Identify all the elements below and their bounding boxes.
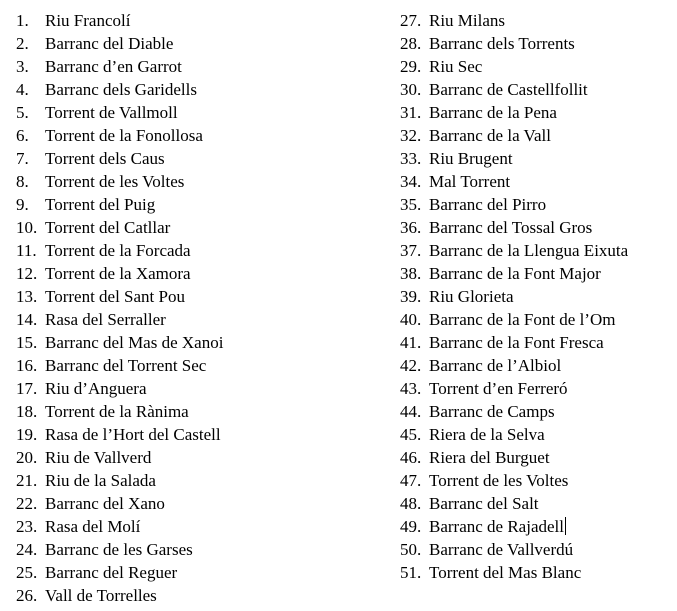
list-item: [400, 55, 675, 78]
list-item-name: Barranc del Tossal Gros: [429, 218, 593, 237]
list-item-name: Torrent de les Voltes: [429, 471, 569, 490]
list-item-number: 1.: [16, 11, 29, 30]
list-item-name: Torrent del Mas Blanc: [429, 563, 582, 582]
list-item-name: Torrent d’en Ferreró: [429, 379, 568, 398]
list-item-number: 36.: [400, 218, 422, 237]
list-item-number: 14.: [16, 310, 38, 329]
list-item: [400, 170, 675, 193]
list-item: [16, 377, 386, 400]
list-item-name: Riu de Vallverd: [45, 448, 152, 467]
list-item: [16, 170, 386, 193]
list-item-name: Barranc d’en Garrot: [45, 57, 182, 76]
list-item-number: 34.: [400, 172, 422, 191]
list-item-number: 44.: [400, 402, 422, 421]
list-item: [400, 101, 675, 124]
list-item: [400, 216, 675, 239]
list-item-name: Riu Brugent: [429, 149, 513, 168]
list-item-number: 45.: [400, 425, 422, 444]
right-column-list: [400, 9, 675, 584]
list-item-name: Rasa de l’Hort del Castell: [45, 425, 221, 444]
list-item-number: 18.: [16, 402, 38, 421]
list-item: [16, 400, 386, 423]
list-item: [400, 515, 675, 538]
list-item-number: 30.: [400, 80, 422, 99]
list-item-number: 37.: [400, 241, 422, 260]
list-item-name: Torrent dels Caus: [45, 149, 165, 168]
list-item: [16, 423, 386, 446]
list-item-number: 17.: [16, 379, 38, 398]
list-item-name: Torrent del Sant Pou: [45, 287, 185, 306]
list-item: [16, 9, 386, 32]
list-item-number: 32.: [400, 126, 422, 145]
list-item: [16, 538, 386, 561]
list-item-number: 12.: [16, 264, 38, 283]
list-item: [400, 193, 675, 216]
list-item-number: 6.: [16, 126, 29, 145]
list-item-number: 48.: [400, 494, 422, 513]
list-item: [400, 377, 675, 400]
list-item-name: Barranc de Vallverdú: [429, 540, 574, 559]
list-item-name: Torrent de la Forcada: [45, 241, 191, 260]
list-item-number: 10.: [16, 218, 38, 237]
list-item-number: 15.: [16, 333, 38, 352]
list-item-name: Torrent de la Xamora: [45, 264, 191, 283]
list-item-number: 24.: [16, 540, 38, 559]
list-item: [16, 32, 386, 55]
list-item-name: Torrent de la Rànima: [45, 402, 189, 421]
text-cursor: [565, 517, 566, 535]
list-item-name: Torrent del Catllar: [45, 218, 171, 237]
list-item-number: 42.: [400, 356, 422, 375]
list-item-name: Riu Glorieta: [429, 287, 514, 306]
list-item-name: Barranc de les Garses: [45, 540, 193, 559]
list-item: [16, 55, 386, 78]
list-item: [16, 193, 386, 216]
list-item-name: Barranc dels Garidells: [45, 80, 197, 99]
list-item-number: 21.: [16, 471, 38, 490]
list-item-number: 9.: [16, 195, 29, 214]
list-item: [16, 515, 386, 538]
list-item-number: 4.: [16, 80, 29, 99]
list-item: [400, 9, 675, 32]
list-item-name: Barranc de la Vall: [429, 126, 551, 145]
list-item-number: 41.: [400, 333, 422, 352]
list-item-number: 38.: [400, 264, 422, 283]
list-item-name: Barranc del Diable: [45, 34, 174, 53]
list-item: [16, 331, 386, 354]
list-item: [400, 78, 675, 101]
list-item-name: Torrent del Puig: [45, 195, 156, 214]
list-item-number: 28.: [400, 34, 422, 53]
list-item: [400, 492, 675, 515]
list-item-number: 29.: [400, 57, 422, 76]
list-item-name: Barranc del Torrent Sec: [45, 356, 207, 375]
list-item: [400, 285, 675, 308]
list-item-number: 50.: [400, 540, 422, 559]
list-item-name: Barranc de Castellfollit: [429, 80, 588, 99]
list-item-name: Barranc de la Font Major: [429, 264, 601, 283]
list-item-name: Barranc de Rajadell: [429, 517, 564, 536]
list-item-name: Barranc dels Torrents: [429, 34, 575, 53]
list-item: [16, 101, 386, 124]
list-item-name: Barranc del Reguer: [45, 563, 178, 582]
list-item-name: Riera del Burguet: [429, 448, 550, 467]
list-item-number: 11.: [16, 241, 37, 260]
list-item-number: 26.: [16, 586, 38, 605]
list-item-name: Barranc del Mas de Xanoi: [45, 333, 224, 352]
list-item: [400, 147, 675, 170]
list-item: [16, 147, 386, 170]
list-item: [16, 469, 386, 492]
list-item-number: 27.: [400, 11, 422, 30]
list-item: [400, 124, 675, 147]
list-item-name: Barranc de la Llengua Eixuta: [429, 241, 629, 260]
list-item-number: 31.: [400, 103, 422, 122]
list-item-name: Riu d’Anguera: [45, 379, 147, 398]
list-item-name: Riu Sec: [429, 57, 483, 76]
list-item: [400, 32, 675, 55]
list-item: [16, 285, 386, 308]
list-item-name: Barranc de l’Albiol: [429, 356, 562, 375]
list-item-name: Riu de la Salada: [45, 471, 156, 490]
list-item-name: Barranc de la Font de l’Om: [429, 310, 616, 329]
list-item: [400, 561, 675, 584]
list-item-number: 47.: [400, 471, 422, 490]
list-item: [16, 446, 386, 469]
list-item-number: 7.: [16, 149, 29, 168]
list-item-number: 5.: [16, 103, 29, 122]
list-item-name: Mal Torrent: [429, 172, 511, 191]
list-item-number: 19.: [16, 425, 38, 444]
list-item-name: Barranc de la Font Fresca: [429, 333, 604, 352]
left-column-list: [16, 9, 386, 607]
list-item-number: 3.: [16, 57, 29, 76]
list-item: [400, 239, 675, 262]
list-item-number: 33.: [400, 149, 422, 168]
list-item-name: Torrent de la Fonollosa: [45, 126, 203, 145]
list-item-number: 8.: [16, 172, 29, 191]
list-item-name: Barranc del Salt: [429, 494, 539, 513]
list-item: [16, 78, 386, 101]
list-item-number: 22.: [16, 494, 38, 513]
list-item-number: 13.: [16, 287, 38, 306]
list-item: [16, 124, 386, 147]
list-item-name: Barranc de Camps: [429, 402, 555, 421]
list-item-number: 20.: [16, 448, 38, 467]
list-item-number: 49.: [400, 517, 422, 536]
list-item: [400, 538, 675, 561]
list-item-name: Riera de la Selva: [429, 425, 545, 444]
list-item-number: 43.: [400, 379, 422, 398]
list-item: [16, 262, 386, 285]
list-item-number: 16.: [16, 356, 38, 375]
list-item-name: Riu Francolí: [45, 11, 131, 30]
list-item: [16, 492, 386, 515]
list-item-name: Rasa del Molí: [45, 517, 141, 536]
list-item-name: Vall de Torrelles: [45, 586, 157, 605]
list-item: [16, 239, 386, 262]
list-item-name: Torrent de Vallmoll: [45, 103, 178, 122]
list-item-number: 51.: [400, 563, 422, 582]
list-item: [16, 561, 386, 584]
list-item: [400, 446, 675, 469]
list-item-number: 2.: [16, 34, 29, 53]
list-item: [16, 354, 386, 377]
list-item: [400, 354, 675, 377]
list-item-name: Riu Milans: [429, 11, 506, 30]
list-item: [16, 584, 386, 607]
list-item-number: 25.: [16, 563, 38, 582]
list-item-number: 35.: [400, 195, 422, 214]
list-item-number: 23.: [16, 517, 38, 536]
list-item: [16, 308, 386, 331]
list-item-name: Barranc del Pirro: [429, 195, 547, 214]
list-item-name: Rasa del Serraller: [45, 310, 166, 329]
list-item-name: Barranc del Xano: [45, 494, 165, 513]
list-item: [16, 216, 386, 239]
list-item: [400, 400, 675, 423]
list-item: [400, 308, 675, 331]
list-item-number: 39.: [400, 287, 422, 306]
list-item-name: Barranc de la Pena: [429, 103, 557, 122]
list-item: [400, 331, 675, 354]
list-item: [400, 423, 675, 446]
list-item-name: Torrent de les Voltes: [45, 172, 185, 191]
list-item: [400, 262, 675, 285]
list-item: [400, 469, 675, 492]
list-item-number: 46.: [400, 448, 422, 467]
list-item-number: 40.: [400, 310, 422, 329]
